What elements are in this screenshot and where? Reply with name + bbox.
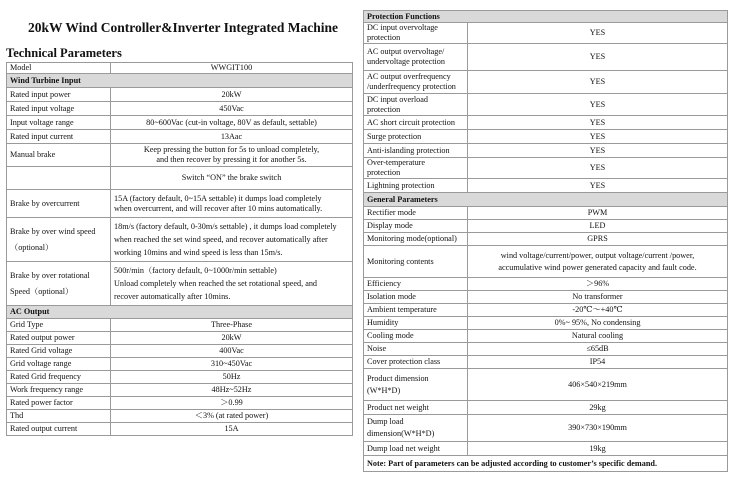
row-value: PWM (468, 207, 728, 220)
value-line: 18m/s (factory default, 0-30m/s settable) , it dumps load completely (114, 222, 337, 231)
row-value: IP54 (468, 356, 728, 369)
table-row (364, 158, 728, 179)
row-label: Lightning protection (364, 179, 468, 193)
row-label: Rated Grid frequency (7, 371, 111, 384)
value-line: and then recover by pressing it for another 5s. (156, 155, 307, 164)
table-row (7, 319, 353, 332)
row-label: Humidity (364, 317, 468, 330)
row-value: LED (468, 220, 728, 233)
row-value: ＞0.99 (111, 397, 353, 410)
table-row (7, 332, 353, 345)
row-value: 450Vac (111, 102, 353, 116)
table-row (7, 190, 353, 218)
label-line: Speed（optional） (10, 286, 74, 296)
row-value: 80~600Vac (cut-in voltage, 80V as default, settable) (111, 116, 353, 130)
row-label (364, 369, 468, 401)
table-row (7, 371, 353, 384)
row-label: Isolation mode (364, 291, 468, 304)
page-title: 20kW Wind Controller&Inverter Integrated Machine (28, 20, 338, 35)
label-line: protection (367, 168, 401, 177)
row-value: 400Vac (111, 345, 353, 358)
table-row (7, 397, 353, 410)
table-row (7, 384, 353, 397)
row-value: 310~450Vac (111, 358, 353, 371)
row-label: Anti-islanding protection (364, 144, 468, 158)
table-row (364, 116, 728, 130)
row-label: Rated power factor (7, 397, 111, 410)
row-label (364, 158, 468, 179)
row-label: Cooling mode (364, 330, 468, 343)
row-value: YES (468, 71, 728, 94)
table-row (364, 415, 728, 442)
row-label: Monitoring contents (364, 246, 468, 278)
technical-parameters-table (6, 62, 353, 436)
label-line: undervoltage protection (367, 57, 445, 66)
row-label: Model (7, 63, 111, 74)
row-value: Three-Phase (111, 319, 353, 332)
row-value: 390×730×190mm (468, 415, 728, 442)
table-row (364, 369, 728, 401)
row-value: Switch “ON” the brake switch (111, 167, 353, 190)
row-label: Surge protection (364, 130, 468, 144)
row-label: AC short circuit protection (364, 116, 468, 130)
row-label: Grid voltage range (7, 358, 111, 371)
label-line: DC input overload (367, 94, 428, 104)
label-line: /underfrequency protection (367, 82, 456, 91)
row-value: 29kg (468, 401, 728, 415)
row-label: Rated output power (7, 332, 111, 345)
row-label: Product net weight (364, 401, 468, 415)
row-value: 50Hz (111, 371, 353, 384)
table-row (7, 144, 353, 167)
table-row (7, 167, 353, 190)
table-row (364, 233, 728, 246)
row-value: YES (468, 130, 728, 144)
row-label: Dump load net weight (364, 442, 468, 456)
table-row (364, 356, 728, 369)
functions-parameters-table (363, 10, 728, 472)
row-label: Cover protection class (364, 356, 468, 369)
row-value: 406×540×219mm (468, 369, 728, 401)
label-line: (W*H*D) (367, 385, 401, 395)
label-line: （optional） (10, 242, 54, 252)
row-label: Work frequency range (7, 384, 111, 397)
row-label: Ambient temperature (364, 304, 468, 317)
row-label: Brake by overcurrent (7, 190, 111, 218)
row-value (111, 144, 353, 167)
row-label: Rated output current (7, 423, 111, 436)
value-line: 500r/min（factory default, 0~1000r/min settable) (114, 266, 277, 275)
table-row (364, 44, 728, 71)
row-value (111, 262, 353, 306)
table-row (364, 130, 728, 144)
row-value: 19kg (468, 442, 728, 456)
row-value: YES (468, 116, 728, 130)
row-label: Thd (7, 410, 111, 423)
table-row (364, 442, 728, 456)
table-row (364, 23, 728, 44)
label-line: protection (367, 33, 401, 42)
table-row (364, 246, 728, 278)
table-row (364, 220, 728, 233)
label-line: AC output overvoltage/ (367, 47, 445, 57)
section-header-protection: Protection Functions (364, 11, 728, 23)
row-value: WWGIT100 (111, 63, 353, 74)
row-value: GPRS (468, 233, 728, 246)
row-value: 15A (111, 423, 353, 436)
table-row (364, 330, 728, 343)
row-value: No transformer (468, 291, 728, 304)
row-label (364, 44, 468, 71)
row-label (364, 94, 468, 116)
table-row (7, 116, 353, 130)
row-value: YES (468, 94, 728, 116)
row-label: Rectifier mode (364, 207, 468, 220)
note-text: Note: Part of parameters can be adjusted according to customer’s specific demand. (364, 456, 728, 472)
row-label (364, 415, 468, 442)
table-row (364, 304, 728, 317)
row-label: Input voltage range (7, 116, 111, 130)
row-label: Rated input current (7, 130, 111, 144)
table-row (364, 317, 728, 330)
row-label: Rated input voltage (7, 102, 111, 116)
table-row (7, 63, 353, 74)
table-row (364, 207, 728, 220)
row-label: Grid Type (7, 319, 111, 332)
table-row (7, 88, 353, 102)
row-label (7, 262, 111, 306)
section-subtitle: Technical Parameters (6, 46, 122, 60)
section-header-ac: AC Output (7, 306, 353, 319)
table-row (7, 262, 353, 306)
table-row (364, 401, 728, 415)
row-label: Rated input power (7, 88, 111, 102)
row-value: YES (468, 44, 728, 71)
value-line: working 10mins and wind speed is less than 15m/s. (114, 248, 283, 257)
row-value (111, 218, 353, 262)
row-value (468, 246, 728, 278)
table-row (364, 144, 728, 158)
row-label: Efficiency (364, 278, 468, 291)
row-label (364, 71, 468, 94)
row-value: -20℃～+40℃ (468, 304, 728, 317)
table-row (364, 343, 728, 356)
row-value (111, 190, 353, 218)
label-line: DC input overvoltage (367, 23, 438, 33)
value-line: recover automatically after 10mins. (114, 292, 231, 301)
row-value: 13Aac (111, 130, 353, 144)
table-row (7, 410, 353, 423)
table-row (364, 456, 728, 472)
section-header-general: General Parameters (364, 193, 728, 207)
value-line: accumulative wind power generated capacity and fault code. (498, 262, 697, 272)
row-value: ≤65dB (468, 343, 728, 356)
row-label: Rated Grid voltage (7, 345, 111, 358)
table-row (364, 94, 728, 116)
row-value: YES (468, 23, 728, 44)
row-label: Monitoring mode(optional) (364, 233, 468, 246)
label-line: protection (367, 104, 401, 114)
value-line: Unload completely when reached the set rotational speed, and (114, 279, 318, 288)
value-line: Keep pressing the button for 5s to unload completely, (143, 145, 320, 155)
section-header-wind: Wind Turbine Input (7, 74, 353, 88)
row-label: Noise (364, 343, 468, 356)
row-label: Manual brake (7, 144, 111, 167)
table-row (7, 345, 353, 358)
label-line: Over-temperature (367, 158, 426, 168)
row-label-empty (7, 167, 111, 190)
row-value: 48Hz~52Hz (111, 384, 353, 397)
label-line: dimension(W*H*D) (367, 429, 435, 438)
label-line: AC output overfrequency (367, 72, 451, 82)
value-line: when reached the set wind speed, and recover automatically after (114, 235, 328, 244)
table-row (7, 423, 353, 436)
table-row (7, 358, 353, 371)
row-value: YES (468, 144, 728, 158)
row-value: ＞96% (468, 278, 728, 291)
table-row (7, 102, 353, 116)
row-value: 0%~ 95%, No condensing (468, 317, 728, 330)
row-value: YES (468, 179, 728, 193)
value-line: 15A (factory default, 0~15A settable) it dumps load completely (114, 193, 322, 203)
value-line: when overcurrent, and will recover after 10 mins automatically. (114, 203, 323, 213)
label-line: Brake by over rotational (10, 270, 90, 280)
table-row (7, 130, 353, 144)
row-label: Display mode (364, 220, 468, 233)
table-row (364, 71, 728, 94)
value-line: wind voltage/current/power, output voltage/current /power, (500, 250, 695, 260)
row-value: ＜3% (at rated power) (111, 410, 353, 423)
row-value: 20kW (111, 88, 353, 102)
row-value: Natural cooling (468, 330, 728, 343)
row-value: 20kW (111, 332, 353, 345)
row-label (7, 218, 111, 262)
label-line: Brake by over wind speed (10, 226, 96, 236)
table-row (364, 179, 728, 193)
table-row (364, 278, 728, 291)
row-label (364, 23, 468, 44)
table-row (364, 291, 728, 304)
label-line: Dump load (367, 417, 404, 426)
table-row (7, 218, 353, 262)
label-line: Product dimension (367, 373, 429, 383)
row-value: YES (468, 158, 728, 179)
